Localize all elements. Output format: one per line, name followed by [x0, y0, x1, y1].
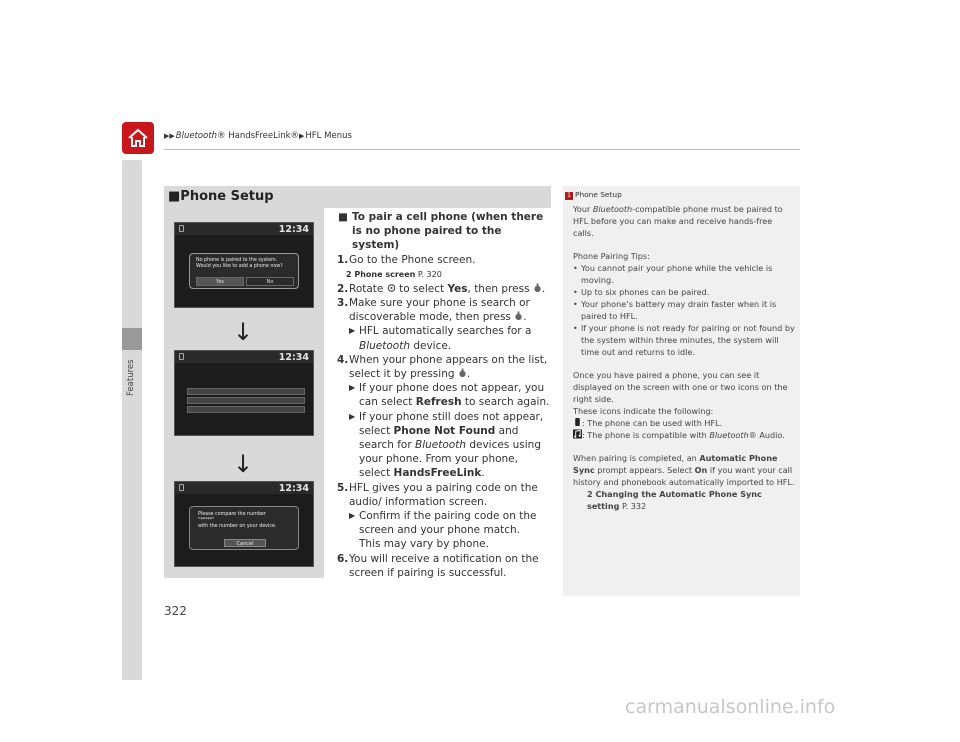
lock-icon: [179, 484, 184, 491]
pair-prompt-dialog: [189, 253, 299, 289]
tip-item: • Your phone’s battery may drain faster when it is paired to HFL.: [573, 298, 795, 322]
screen-phone-list: [174, 350, 314, 436]
header-divider: [164, 149, 800, 150]
icon-legend-row: : The phone is compatible with Bluetooth® Audio.: [573, 429, 795, 441]
interface-dial-press-icon: [458, 368, 467, 378]
cross-reference[interactable]: 2 Changing the Automatic Phone Sync setting P. 332: [587, 489, 762, 511]
clock: 12:34: [278, 224, 309, 235]
step-note: ▶ Confirm if the pairing code on the screen and your phone match. This may vary by phone.: [349, 510, 537, 551]
note-paragraph: When pairing is completed, an Automatic Phone Sync prompt appears. Select On if you want your call history and phonebook automatically imported to HFL.: [573, 453, 795, 487]
page-number: 322: [164, 604, 187, 618]
notes-sidebar: [563, 186, 800, 596]
lock-icon: [179, 225, 184, 232]
notes-heading: 1 Phone Setup: [565, 189, 622, 201]
dialog-message: Please compare the number "*****" with the number on your device.: [198, 512, 277, 529]
breadcrumb-item[interactable]: Bluetooth: [175, 131, 218, 141]
tip-item: • Up to six phones can be paired.: [573, 286, 795, 298]
tips-title: Phone Pairing Tips:: [573, 251, 650, 261]
icon-legend-row: : The phone can be used with HFL.: [573, 417, 795, 429]
no-button[interactable]: No: [246, 277, 294, 286]
breadcrumb-item[interactable]: ® HandsFreeLink®: [217, 131, 300, 141]
step-note: ▶ If your phone does not appear, you can select Refresh to search again.: [349, 382, 550, 409]
note-paragraph: Your Bluetooth-compatible phone must be paired to HFL before you can make and receive hands-free calls.: [573, 204, 783, 238]
step-5: 5. HFL gives you a pairing code on the audio/ information screen. ▶ Confirm if the pairing code on the screen and your phone match. This may vary by phone.: [338, 481, 552, 552]
pairing-code-dialog: [189, 506, 299, 550]
music-note-icon: [573, 429, 582, 439]
interface-dial-icon: [387, 283, 396, 293]
procedure-subhead: ■ To pair a cell phone (when there is no phone paired to the system): [338, 211, 544, 252]
down-arrow-icon: ↓: [233, 318, 254, 346]
dialog-message: No phone is paired to the system. Would you like to add a phone now?: [196, 258, 283, 269]
home-button[interactable]: [122, 122, 154, 154]
down-arrow-icon: ↓: [233, 450, 254, 478]
yes-button[interactable]: Yes: [196, 277, 244, 286]
interface-dial-press-icon: [514, 311, 523, 321]
breadcrumb-item[interactable]: HFL Menus: [305, 131, 352, 141]
home-icon: [127, 127, 149, 149]
watermark: carmanualsonline.info: [625, 696, 836, 718]
side-tab-marker: [122, 328, 142, 350]
step-6: 6. You will receive a notification on the screen if pairing is successful.: [337, 552, 539, 579]
list-item[interactable]: [187, 388, 305, 395]
step-1: 1. Go to the Phone screen.: [337, 253, 476, 266]
tip-item: • If your phone is not ready for pairing or not found by the system within three minutes, the system will time out and returns to idle.: [573, 322, 795, 358]
note-paragraph: These icons indicate the following:: [573, 406, 714, 416]
interface-dial-press-icon: [533, 283, 542, 293]
note-paragraph: Once you have paired a phone, you can see it displayed on the screen with one or two icons on the right side.: [573, 370, 788, 404]
step-note: ▶ HFL automatically searches for a Bluetooth device.: [349, 325, 532, 352]
side-tab-strip: [122, 160, 142, 680]
cancel-button[interactable]: Cancel: [224, 539, 266, 547]
clock: 12:34: [278, 483, 309, 494]
section-title: ■Phone Setup: [168, 189, 274, 204]
breadcrumb: [164, 131, 352, 141]
procedure: [338, 210, 552, 580]
step-2: 2. Rotate to select Yes, then press .: [337, 282, 546, 295]
list-item[interactable]: [187, 406, 305, 413]
step-3: 3. Make sure your phone is search or discoverable mode, then press . ▶ HFL automatically searches for a Bluetooth device.: [338, 296, 552, 353]
step-note: ▶ If your phone still does not appear, select Phone Not Found and search for Bluetooth devices using your phone. From your phone, select HandsFreeLink.: [349, 410, 544, 480]
breadcrumb-arrow-icon: ▶▶: [164, 132, 175, 140]
screen-no-phone-paired: [174, 222, 314, 308]
list-item[interactable]: [187, 397, 305, 404]
tip-item: • You cannot pair your phone while the vehicle is moving.: [573, 262, 795, 286]
side-tab-label[interactable]: Features: [126, 359, 136, 396]
step-4: 4. When your phone appears on the list, select it by pressing . ▶ If your phone does not appear, you can select Refresh to search again. ▶ If your phone still does not appear, select Phone Not Found and search for Bluetooth devices using your phone. From your phone, select HandsFreeLink.: [338, 353, 552, 481]
phone-icon: [573, 417, 582, 427]
breadcrumb-arrow-icon: ▶: [299, 132, 305, 140]
lock-icon: [179, 353, 184, 360]
cross-reference[interactable]: 2 Phone screen P. 320: [346, 269, 442, 279]
clock: 12:34: [278, 352, 309, 363]
screen-pairing-code: [174, 481, 314, 567]
